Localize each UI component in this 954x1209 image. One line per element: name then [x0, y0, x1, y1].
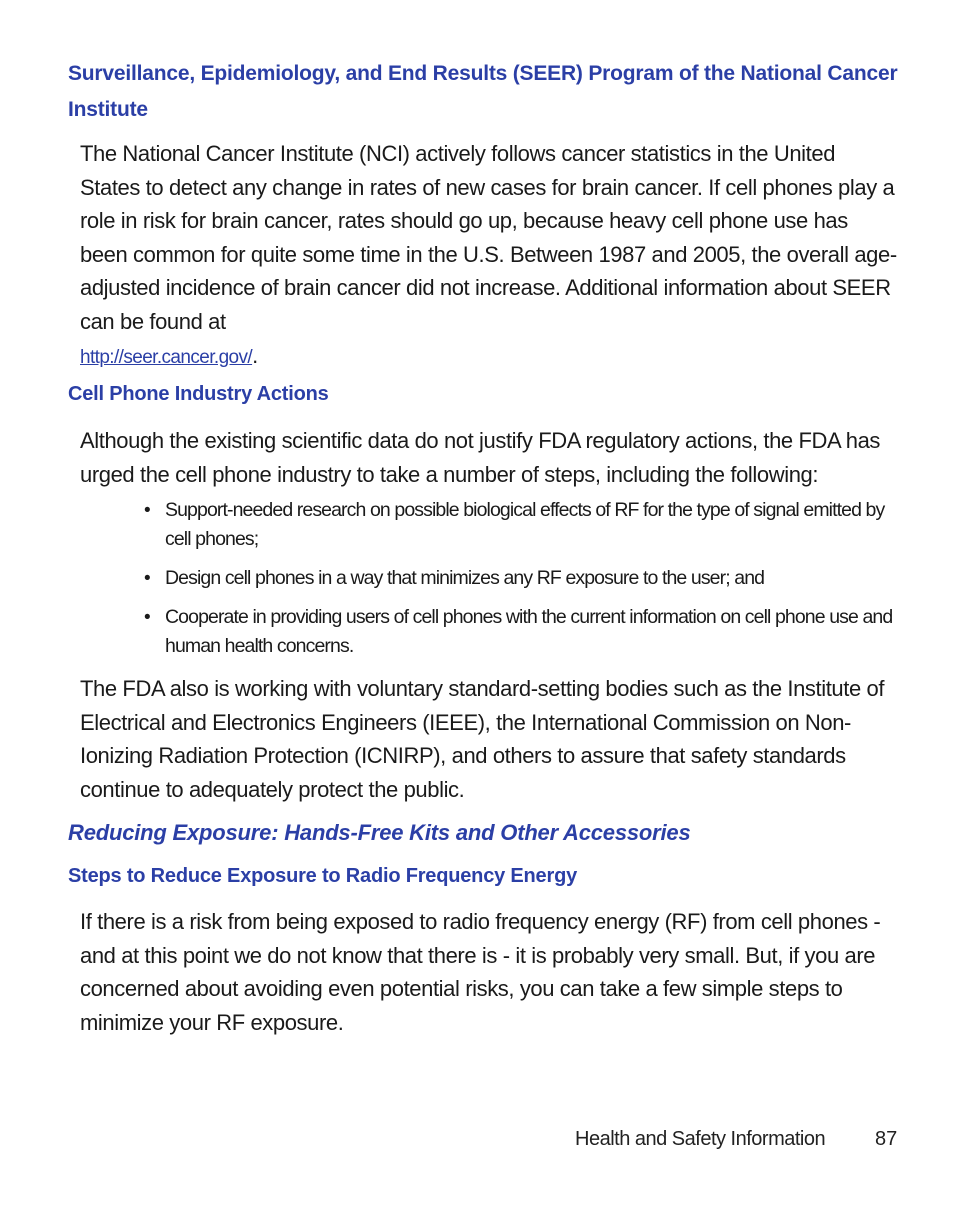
- footer-section-label: Health and Safety Information: [575, 1128, 826, 1150]
- bullet-icon: •: [144, 568, 150, 589]
- industry-heading: Cell Phone Industry Actions: [68, 383, 329, 405]
- bullet-icon: •: [144, 607, 150, 628]
- industry-bullet-list: [144, 496, 904, 671]
- seer-heading: Surveillance, Epidemiology, and End Results (SEER) Program of the National Cancer Institute: [68, 62, 898, 121]
- page-number: 87: [875, 1128, 898, 1150]
- list-item: [144, 496, 904, 554]
- seer-link-suffix: .: [252, 342, 258, 368]
- reducing-exposure-heading: Reducing Exposure: Hands-Free Kits and Other Accessories: [68, 820, 691, 845]
- seer-paragraph: [80, 137, 900, 374]
- bullet-text: Design cell phones in a way that minimizes any RF exposure to the user; and: [165, 567, 765, 589]
- fda-paragraph: The FDA also is working with voluntary standard-setting bodies such as the Institute of Electrical and Electronics Engineers (IEEE), the International Commission on Non-Ionizing Radiation Protection (ICNIRP), and others to assure that safety standards continue to adequately protect the public.: [80, 676, 885, 802]
- industry-paragraph: Although the existing scientific data do not justify FDA regulatory actions, the FDA has urged the cell phone industry to take a number of steps, including the following:: [80, 428, 881, 487]
- bullet-text: Cooperate in providing users of cell phones with the current information on cell phone use and human health concerns.: [165, 606, 893, 657]
- bullet-icon: •: [144, 500, 150, 521]
- steps-paragraph: If there is a risk from being exposed to radio frequency energy (RF) from cell phones - and at this point we do not know that there is - it is probably very small. But, if you are concerned about avoiding even potential risks, you can take a few simple steps to minimize your RF exposure.: [80, 909, 881, 1035]
- steps-heading: Steps to Reduce Exposure to Radio Frequency Energy: [68, 865, 578, 887]
- seer-link[interactable]: http://seer.cancer.gov/: [80, 346, 253, 368]
- bullet-text: Support-needed research on possible biological effects of RF for the type of signal emitted by cell phones;: [165, 499, 885, 550]
- list-item: [144, 564, 904, 593]
- seer-paragraph-text: The National Cancer Institute (NCI) actively follows cancer statistics in the United States to detect any change in rates of new cases for brain cancer. If cell phones play a role in risk for brain cancer, rates should go up, because heavy cell phone use has been common for quite some time in the U.S. Between 1987 and 2005, the overall age-adjusted incidence of brain cancer did not increase. Additional information about SEER can be found at: [80, 141, 897, 334]
- list-item: [144, 603, 904, 661]
